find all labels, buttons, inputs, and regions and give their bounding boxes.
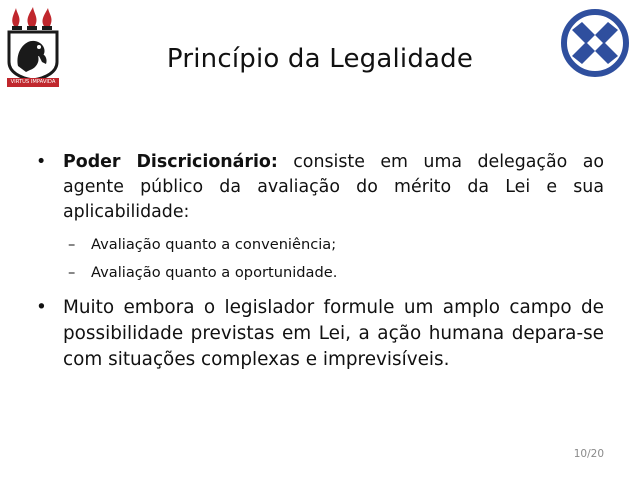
page-number: 10/20 [573, 448, 604, 460]
sub-bullet-item [36, 259, 604, 287]
slide-content [36, 150, 604, 373]
sub-bullet-marker: – [68, 236, 76, 253]
bullet-bold-lead: Poder Discricionário: [63, 152, 278, 172]
bullet-item [36, 295, 604, 373]
slide-title: Princípio da Legalidade [166, 44, 474, 74]
bullet-text: consiste em uma delegação ao agente público da avaliação do mérito da Lei e sua aplicabilidade: [63, 152, 604, 222]
bullet-item [36, 150, 604, 225]
sub-bullet-text: Avaliação quanto a oportunidade. [91, 264, 338, 281]
crest-motto: VIRTUS IMPAVIDA [10, 79, 56, 85]
sub-bullet-marker: – [68, 264, 76, 281]
sub-bullet-item [36, 231, 604, 259]
bullet-text: Muito embora o legislador formule um amplo campo de possibilidade previstas em Lei, a ação humana depara-se com situações complexas e imprevisíveis. [63, 297, 604, 370]
sub-bullet-text: Avaliação quanto a conveniência; [91, 236, 337, 253]
bullet-marker: • [36, 297, 47, 318]
circle-cross-logo-icon [560, 8, 630, 78]
bullet-marker: • [36, 152, 47, 172]
